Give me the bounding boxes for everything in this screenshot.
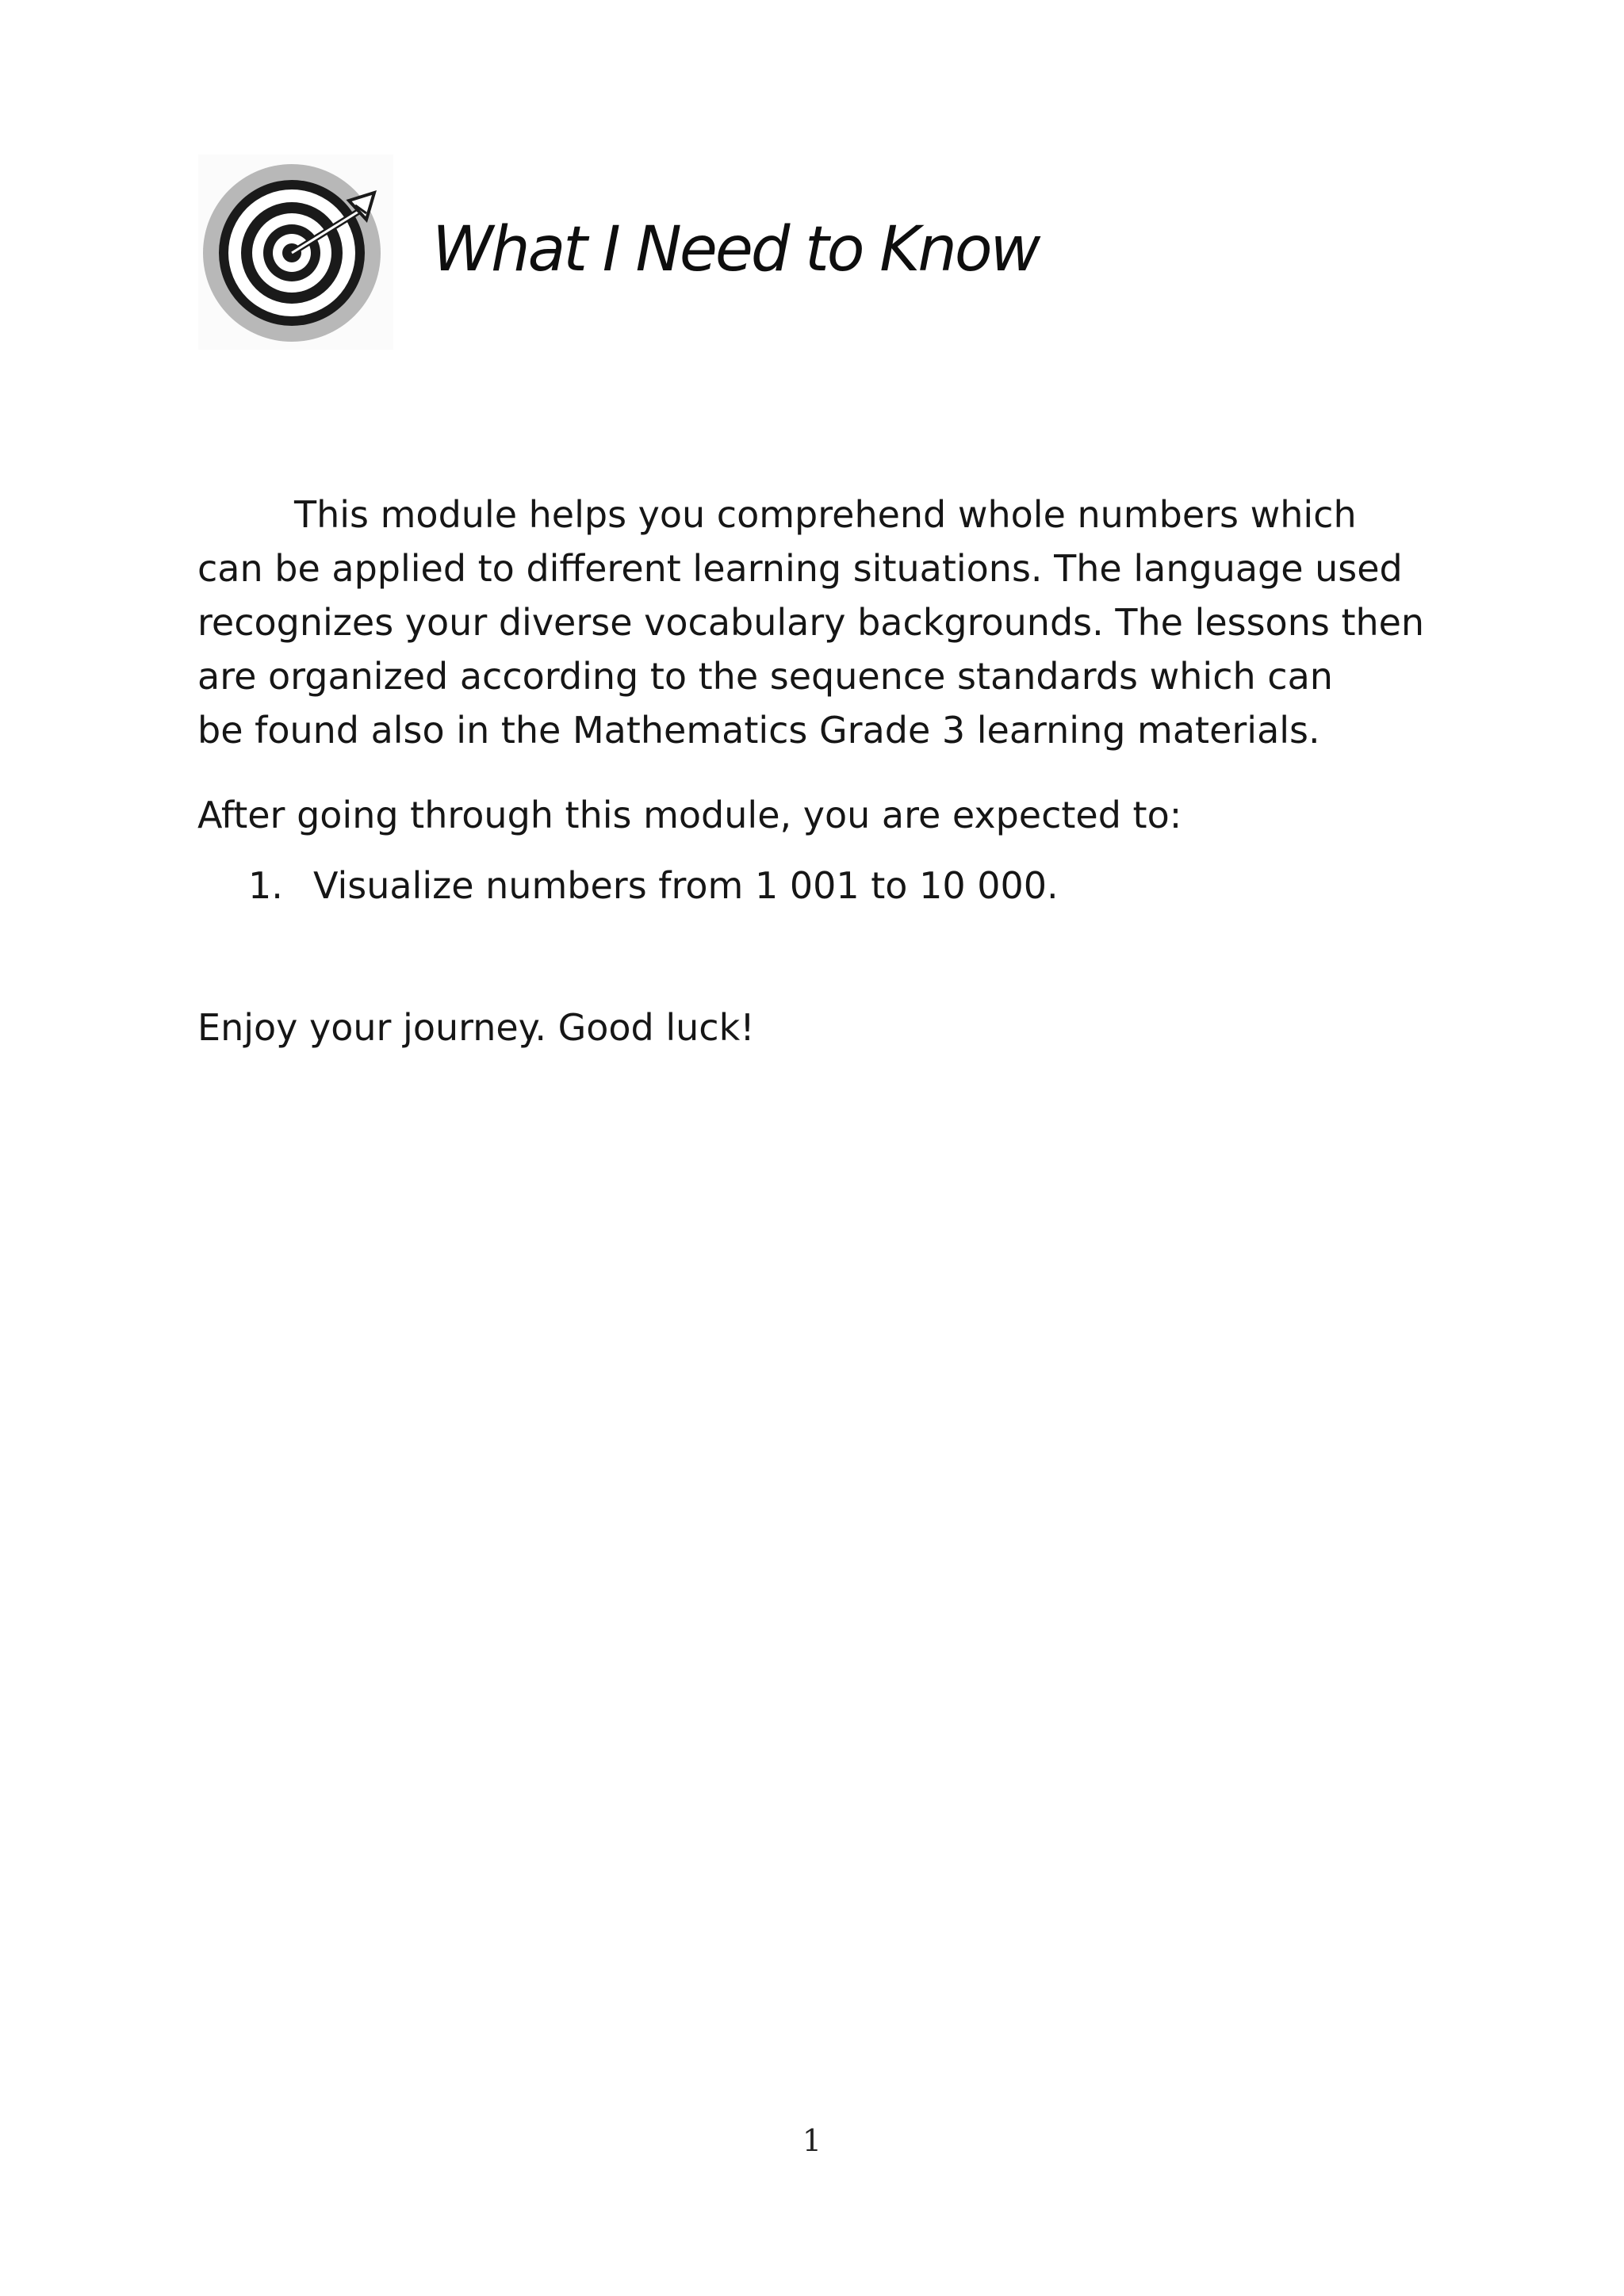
paragraph-line: This module helps you comprehend whole numbers which	[294, 493, 1357, 536]
paragraph-line: can be applied to different learning situations. The language used	[197, 547, 1403, 590]
paragraph-line: recognizes your diverse vocabulary backgrounds. The lessons then	[197, 601, 1425, 644]
paragraph-line: be found also in the Mathematics Grade 3 learning materials.	[197, 709, 1320, 752]
intro-paragraph	[197, 488, 1424, 757]
target-icon	[198, 155, 393, 350]
paragraph-line: are organized according to the sequence standards which can	[197, 655, 1333, 698]
page-number: 1	[802, 2123, 822, 2158]
objective-list-item	[248, 859, 1059, 913]
objectives-intro: After going through this module, you are expected to:	[197, 794, 1182, 836]
objective-number: 1.	[248, 864, 283, 907]
section-heading: What I Need to Know	[432, 214, 1039, 285]
objective-text: Visualize numbers from 1 001 to 10 000.	[313, 864, 1059, 907]
closing-text: Enjoy your journey. Good luck!	[197, 1006, 755, 1049]
